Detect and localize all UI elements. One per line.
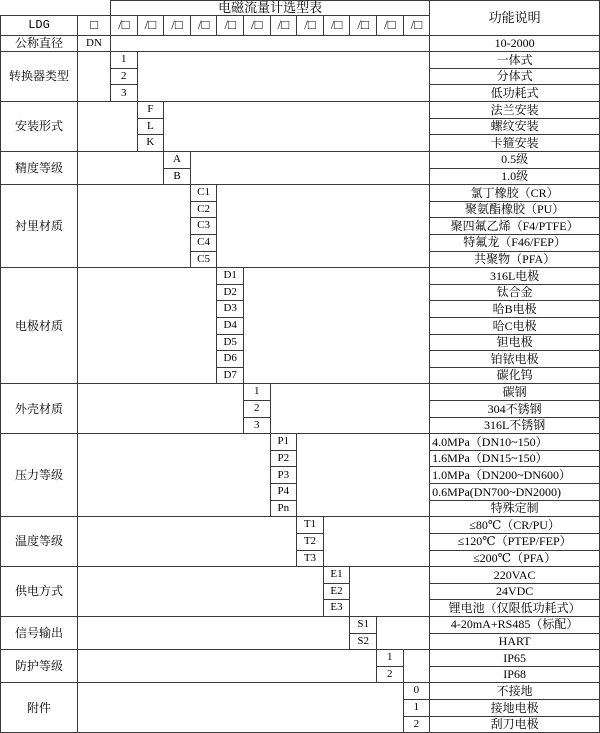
section-label-accuracy-class: 精度等级 xyxy=(1,151,78,184)
gap-left-pressure-class xyxy=(78,434,271,517)
option-code-accuracy-class-A: A xyxy=(164,151,191,168)
gap-left-installation-type xyxy=(78,102,138,152)
option-desc-electrode-material-D1: 316L电极 xyxy=(430,268,600,285)
option-desc-lining-material-C4: 特氟龙（F46/FEP） xyxy=(430,234,600,251)
gap-right-pressure-class xyxy=(297,434,430,517)
option-code-power-supply-E3: E3 xyxy=(323,600,350,617)
option-code-electrode-material-D6: D6 xyxy=(217,351,244,368)
option-code-power-supply-E2: E2 xyxy=(323,583,350,600)
option-code-converter-type-3: 3 xyxy=(111,85,138,102)
option-code-signal-output-S2: S2 xyxy=(350,633,377,650)
option-desc-electrode-material-D6: 铂铱电极 xyxy=(430,351,600,368)
option-desc-accessories-1: 接地电极 xyxy=(430,700,600,717)
section-label-temperature-class: 温度等级 xyxy=(1,517,78,567)
model-slot-4: /□ xyxy=(190,15,217,35)
option-desc-electrode-material-D4: 哈C电极 xyxy=(430,318,600,335)
option-code-accessories-2: 2 xyxy=(403,716,430,733)
section-label-power-supply: 供电方式 xyxy=(1,567,78,617)
gap-left-protection-class xyxy=(78,650,377,683)
section-label-accessories: 附件 xyxy=(1,683,78,733)
option-desc-lining-material-C5: 共聚物（PFA） xyxy=(430,251,600,268)
option-code-accessories-0: 0 xyxy=(403,683,430,700)
option-desc-protection-class-2: IP68 xyxy=(430,666,600,683)
gap-right-electrode-material xyxy=(243,268,429,384)
title-row xyxy=(1,1,600,16)
option-code-installation-type-F: F xyxy=(137,102,164,119)
option-desc-housing-material-2: 304不锈钢 xyxy=(430,401,600,418)
option-desc-electrode-material-D3: 哈B电极 xyxy=(430,301,600,318)
row-electrode-material-D1 xyxy=(1,268,600,285)
option-desc-electrode-material-D5: 钽电极 xyxy=(430,334,600,351)
option-desc-converter-type-1: 一体式 xyxy=(430,52,600,69)
option-code-installation-type-L: L xyxy=(137,118,164,135)
option-code-protection-class-1: 1 xyxy=(376,650,403,667)
option-desc-accessories-0: 不接地 xyxy=(430,683,600,700)
section-label-protection-class: 防护等级 xyxy=(1,650,78,683)
option-code-lining-material-C5: C5 xyxy=(190,251,217,268)
option-desc-converter-type-2: 分体式 xyxy=(430,68,600,85)
gap-right-accuracy-class xyxy=(190,151,429,184)
row-protection-class-1 xyxy=(1,650,600,667)
option-desc-installation-type-L: 螺纹安装 xyxy=(430,118,600,135)
model-slot-10: /□ xyxy=(350,15,377,35)
section-label-converter-type: 转换器类型 xyxy=(1,52,78,102)
option-desc-temperature-class-T3: ≤200℃（PFA） xyxy=(430,550,600,567)
table-title: 电磁流量计选型表 xyxy=(111,1,430,16)
section-label-pressure-class: 压力等级 xyxy=(1,434,78,517)
option-desc-lining-material-C1: 氯丁橡胶（CR） xyxy=(430,185,600,202)
model-slot-6: /□ xyxy=(243,15,270,35)
option-code-power-supply-E1: E1 xyxy=(323,567,350,584)
option-desc-lining-material-C3: 聚四氟乙烯（F4/PTFE） xyxy=(430,218,600,235)
option-code-lining-material-C2: C2 xyxy=(190,201,217,218)
option-code-accessories-1: 1 xyxy=(403,700,430,717)
option-desc-signal-output-S1: 4-20mA+RS485（标配） xyxy=(430,616,600,633)
section-label-signal-output: 信号输出 xyxy=(1,616,78,649)
option-code-pressure-class-P2: P2 xyxy=(270,450,297,467)
option-desc-pressure-class-Pn: 特殊定制 xyxy=(430,500,600,517)
model-slot-7: /□ xyxy=(270,15,297,35)
option-code-lining-material-C4: C4 xyxy=(190,234,217,251)
option-desc-accuracy-class-A: 0.5级 xyxy=(430,151,600,168)
option-code-converter-type-1: 1 xyxy=(111,52,138,69)
gap-left-temperature-class xyxy=(78,517,297,567)
model-prefix: LDG xyxy=(1,15,78,35)
gap-right-converter-type xyxy=(137,52,430,102)
gap-nominal-diameter xyxy=(111,35,430,52)
option-code-converter-type-2: 2 xyxy=(111,68,138,85)
row-signal-output-S1 xyxy=(1,616,600,633)
option-code-lining-material-C1: C1 xyxy=(190,185,217,202)
option-desc-installation-type-K: 卡箍安装 xyxy=(430,135,600,152)
row-nominal-diameter-DN xyxy=(1,35,600,52)
option-code-electrode-material-D3: D3 xyxy=(217,301,244,318)
gap-right-protection-class xyxy=(403,650,430,683)
option-desc-power-supply-E3: 锂电池（仅限低功耗式） xyxy=(430,600,600,617)
option-code-electrode-material-D1: D1 xyxy=(217,268,244,285)
option-code-electrode-material-D2: D2 xyxy=(217,284,244,301)
gap-right-installation-type xyxy=(164,102,430,152)
option-code-pressure-class-P3: P3 xyxy=(270,467,297,484)
option-code-electrode-material-D7: D7 xyxy=(217,367,244,384)
model-slot-5: /□ xyxy=(217,15,244,35)
row-temperature-class-T1 xyxy=(1,517,600,534)
option-code-electrode-material-D5: D5 xyxy=(217,334,244,351)
option-desc-temperature-class-T1: ≤80℃（CR/PU） xyxy=(430,517,600,534)
row-power-supply-E1 xyxy=(1,567,600,584)
gap-left-housing-material xyxy=(78,384,244,434)
row-pressure-class-P1 xyxy=(1,434,600,451)
model-first-slot: □ xyxy=(78,15,111,35)
gap-right-housing-material xyxy=(270,384,430,434)
gap-right-temperature-class xyxy=(323,517,429,567)
option-desc-pressure-class-P1: 4.0MPa（DN10~150） xyxy=(430,434,600,451)
option-code-temperature-class-T3: T3 xyxy=(297,550,324,567)
option-desc-power-supply-E1: 220VAC xyxy=(430,567,600,584)
option-code-protection-class-2: 2 xyxy=(376,666,403,683)
gap-right-power-supply xyxy=(350,567,430,617)
model-slot-11: /□ xyxy=(376,15,403,35)
model-slot-2: /□ xyxy=(137,15,164,35)
gap-left-power-supply xyxy=(78,567,324,617)
corner-blank xyxy=(1,1,111,16)
option-code-temperature-class-T1: T1 xyxy=(297,517,324,534)
option-desc-protection-class-1: IP65 xyxy=(430,650,600,667)
option-desc-installation-type-F: 法兰安装 xyxy=(430,102,600,119)
option-code-pressure-class-Pn: Pn xyxy=(270,500,297,517)
row-housing-material-1 xyxy=(1,384,600,401)
option-desc-housing-material-3: 316L不锈钢 xyxy=(430,417,600,434)
section-label-lining-material: 衬里材质 xyxy=(1,185,78,268)
row-accessories-0 xyxy=(1,683,600,700)
option-code-lining-material-C3: C3 xyxy=(190,218,217,235)
row-accuracy-class-A xyxy=(1,151,600,168)
model-slot-3: /□ xyxy=(164,15,191,35)
option-desc-pressure-class-P4: 0.6MPa(DN700~DN2000) xyxy=(430,484,600,501)
model-slot-1: /□ xyxy=(111,15,138,35)
row-installation-type-F xyxy=(1,102,600,119)
option-desc-signal-output-S2: HART xyxy=(430,633,600,650)
function-description-header: 功能说明 xyxy=(430,1,600,36)
option-desc-pressure-class-P3: 1.0MPa（DN200~DN600） xyxy=(430,467,600,484)
option-code-signal-output-S1: S1 xyxy=(350,616,377,633)
option-code-housing-material-2: 2 xyxy=(243,401,270,418)
gap-left-lining-material xyxy=(78,185,191,268)
option-code-nominal-diameter-DN: DN xyxy=(78,35,111,52)
option-code-accuracy-class-B: B xyxy=(164,168,191,185)
gap-left-signal-output xyxy=(78,616,350,649)
section-label-nominal-diameter: 公称直径 xyxy=(1,35,78,52)
option-code-pressure-class-P4: P4 xyxy=(270,484,297,501)
option-desc-electrode-material-D7: 碳化钨 xyxy=(430,367,600,384)
option-desc-accessories-2: 刮刀电极 xyxy=(430,716,600,733)
gap-left-converter-type xyxy=(78,52,111,102)
model-slot-8: /□ xyxy=(297,15,324,35)
option-desc-nominal-diameter-DN: 10-2000 xyxy=(430,35,600,52)
model-slot-9: /□ xyxy=(323,15,350,35)
section-label-electrode-material: 电极材质 xyxy=(1,268,78,384)
option-desc-housing-material-1: 碳钢 xyxy=(430,384,600,401)
option-code-installation-type-K: K xyxy=(137,135,164,152)
section-label-housing-material: 外壳材质 xyxy=(1,384,78,434)
model-slot-12: /□ xyxy=(403,15,430,35)
option-desc-temperature-class-T2: ≤120℃（PTEP/FEP） xyxy=(430,533,600,550)
option-code-housing-material-3: 3 xyxy=(243,417,270,434)
option-desc-accuracy-class-B: 1.0级 xyxy=(430,168,600,185)
option-code-electrode-material-D4: D4 xyxy=(217,318,244,335)
row-converter-type-1 xyxy=(1,52,600,69)
gap-right-signal-output xyxy=(376,616,429,649)
option-code-housing-material-1: 1 xyxy=(243,384,270,401)
option-code-temperature-class-T2: T2 xyxy=(297,533,324,550)
option-code-pressure-class-P1: P1 xyxy=(270,434,297,451)
option-desc-electrode-material-D2: 钛合金 xyxy=(430,284,600,301)
option-desc-lining-material-C2: 聚氨酯橡胶（PU） xyxy=(430,201,600,218)
option-desc-converter-type-3: 低功耗式 xyxy=(430,85,600,102)
gap-left-accuracy-class xyxy=(78,151,164,184)
option-desc-pressure-class-P2: 1.6MPa（DN15~150） xyxy=(430,450,600,467)
section-label-installation-type: 安装形式 xyxy=(1,102,78,152)
gap-right-lining-material xyxy=(217,185,430,268)
gap-left-electrode-material xyxy=(78,268,217,384)
row-lining-material-C1 xyxy=(1,185,600,202)
gap-left-accessories xyxy=(78,683,404,733)
option-desc-power-supply-E2: 24VDC xyxy=(430,583,600,600)
